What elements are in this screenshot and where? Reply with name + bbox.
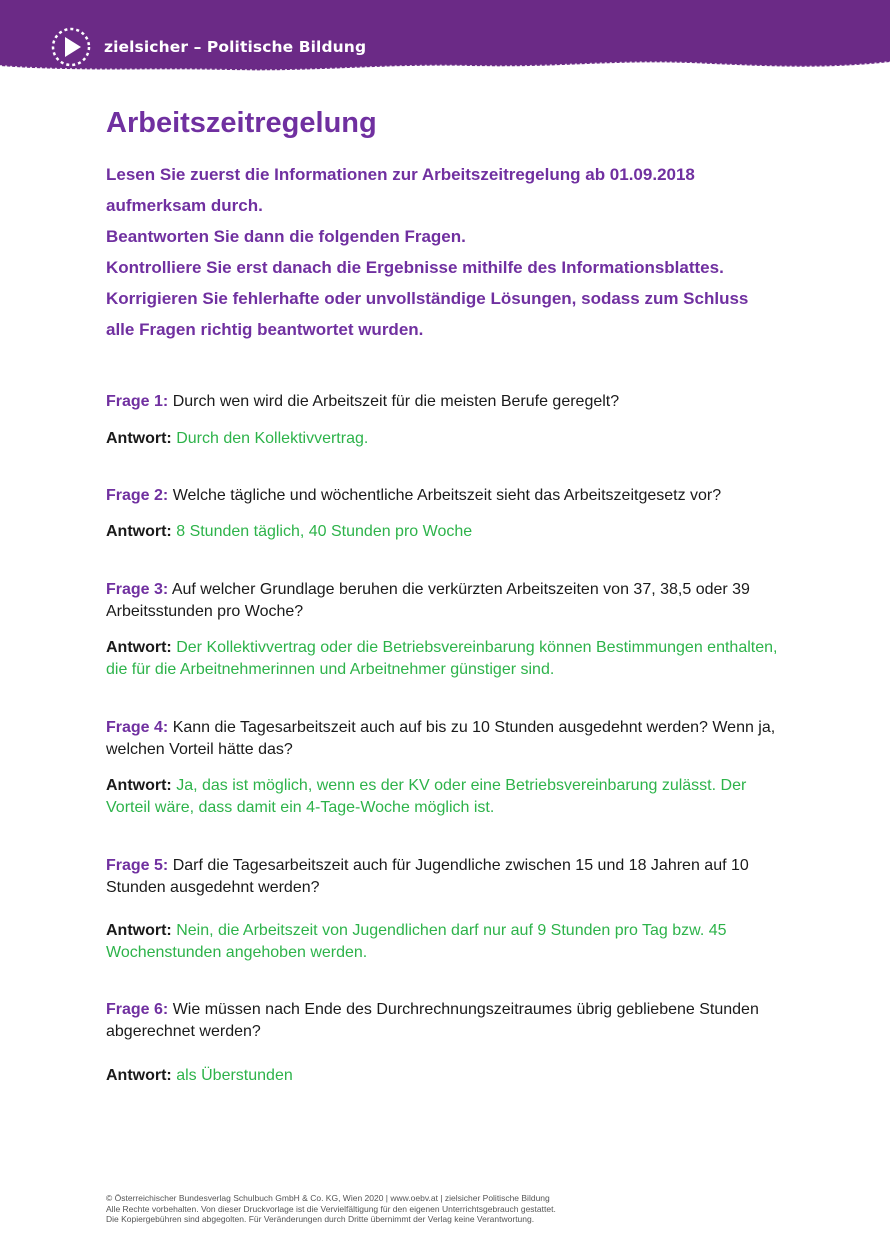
answer-label: Antwort: <box>106 922 172 939</box>
answer-6 <box>106 1065 786 1087</box>
answer-text: Ja, das ist möglich, wenn es der KV oder eine Betriebsvereinbarung zulässt. Der Vorteil wäre, dass damit ein 4-Tage-Woche möglich ist. <box>106 777 747 816</box>
answer-5 <box>106 920 786 963</box>
question-5 <box>106 855 786 898</box>
footer-line: © Österreichischer Bundesverlag Schulbuch GmbH & Co. KG, Wien 2020 | www.oebv.at | zielsicher Politische Bildung <box>106 1193 550 1203</box>
answer-text: Durch den Kollektivvertrag. <box>176 430 369 447</box>
answer-text: Der Kollektivvertrag oder die Betriebsvereinbarung können Bestimmungen enthalten, die für die Arbeitnehmerinnen und Arbeitnehmer günstiger sind. <box>106 639 778 678</box>
question-text: Wie müssen nach Ende des Durchrechnungszeitraumes übrig gebliebene Stunden abgerechnet werden? <box>106 1001 759 1040</box>
question-1 <box>106 391 786 413</box>
question-label: Frage 2: <box>106 487 169 504</box>
instruction-line: Korrigieren Sie fehlerhafte oder unvollständige Lösungen, sodass zum Schluss <box>106 289 749 308</box>
question-label: Frage 5: <box>106 857 169 874</box>
answer-text: als Überstunden <box>176 1067 293 1084</box>
instruction-line: alle Fragen richtig beantwortet wurden. <box>106 320 424 339</box>
question-label: Frage 6: <box>106 1001 169 1018</box>
header-banner <box>0 0 890 80</box>
question-6 <box>106 999 786 1042</box>
answer-text: Nein, die Arbeitszeit von Jugendlichen darf nur auf 9 Stunden pro Tag bzw. 45 Wochenstunden angehoben werden. <box>106 922 727 961</box>
footer-line: Alle Rechte vorbehalten. Von dieser Druckvorlage ist die Vervielfältigung für den eigenen Unterrichtsgebrauch gestattet. <box>106 1203 556 1214</box>
answer-4 <box>106 775 786 818</box>
instruction-line: Lesen Sie zuerst die Informationen zur Arbeitszeitregelung ab 01.09.2018 <box>106 165 695 184</box>
question-4 <box>106 717 786 760</box>
instruction-line: Beantworten Sie dann die folgenden Fragen. <box>106 227 466 246</box>
answer-label: Antwort: <box>106 430 172 447</box>
instruction-line: Kontrolliere Sie erst danach die Ergebnisse mithilfe des Informationsblattes. <box>106 258 724 277</box>
answer-label: Antwort: <box>106 777 172 794</box>
question-label: Frage 1: <box>106 393 169 410</box>
question-label: Frage 4: <box>106 719 169 736</box>
play-circle-icon <box>50 26 92 68</box>
answer-1 <box>106 428 786 450</box>
answer-3 <box>106 637 786 680</box>
question-2 <box>106 485 786 507</box>
question-3 <box>106 579 786 622</box>
question-text: Kann die Tagesarbeitszeit auch auf bis zu 10 Stunden ausgedehnt werden? Wenn ja, welchen Vorteil hätte das? <box>106 719 776 758</box>
brand-name: zielsicher – Politische Bildung <box>104 38 367 56</box>
answer-label: Antwort: <box>106 1067 172 1084</box>
answer-2 <box>106 521 786 543</box>
question-label: Frage 3: <box>106 581 169 598</box>
question-text: Welche tägliche und wöchentliche Arbeitszeit sieht das Arbeitszeitgesetz vor? <box>172 487 722 504</box>
question-text: Auf welcher Grundlage beruhen die verkürzten Arbeitszeiten von 37, 38,5 oder 39 Arbeitsstunden pro Woche? <box>106 581 750 620</box>
question-text: Durch wen wird die Arbeitszeit für die meisten Berufe geregelt? <box>172 393 620 410</box>
instruction-line: aufmerksam durch. <box>106 196 263 215</box>
page-title: Arbeitszeitregelung <box>106 107 377 139</box>
footer-line: Die Kopiergebühren sind abgegolten. Für Veränderungen durch Dritte übernimmt der Verlag keine Verantwortung. <box>106 1214 535 1224</box>
answer-label: Antwort: <box>106 523 172 540</box>
instructions <box>106 159 806 345</box>
copyright-footer <box>106 1193 806 1225</box>
question-text: Darf die Tagesarbeitszeit auch für Jugendliche zwischen 15 und 18 Jahren auf 10 Stunden ausgedehnt werden? <box>106 857 749 896</box>
answer-label: Antwort: <box>106 639 172 656</box>
answer-text: 8 Stunden täglich, 40 Stunden pro Woche <box>176 523 473 540</box>
